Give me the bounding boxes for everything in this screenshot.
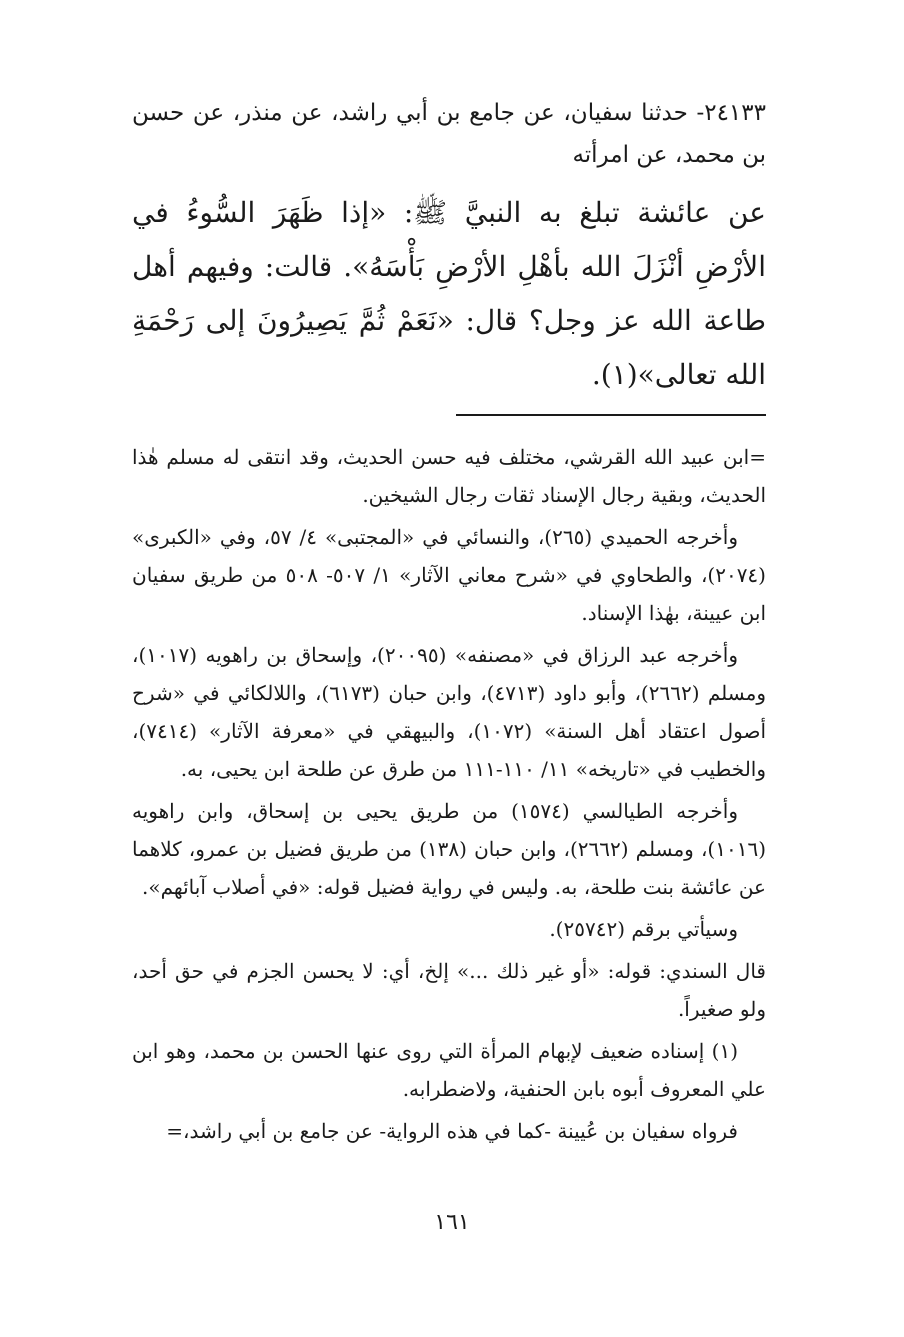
hadith-text: عن عائشة تبلغ به النبيَّ ﷺ: «إذا ظَهَرَ السُّوءُ في الأرْضِ أنْزَلَ الله بأهْلِ الأرْضِ بَأْسَهُ». قالت: وفيهم أهل طاعة الله عز وجل؟ قال: «نَعَمْ ثُمَّ يَصِيرُونَ إلى رَحْمَةِ الله تعالى»(١). [132, 196, 766, 391]
footnote-continuation: =ابن عبيد الله القرشي، مختلف فيه حسن الحديث، وقد انتقى له مسلم هٰذا الحديث، وبقية رجال الإسناد ثقات رجال الشيخين. [132, 445, 766, 507]
footnote-divider [456, 414, 766, 416]
footnote-paragraph: وسيأتي برقم (٢٥٧٤٢). [549, 917, 738, 941]
footnotes [132, 438, 766, 1150]
footnote-paragraph: وأخرجه عبد الرزاق في «مصنفه» (٢٠٠٩٥)، وإسحاق بن راهويه (١٠١٧)، ومسلم (٢٦٦٢)، وأبو داود (٤٧١٣)، وابن حبان (٦١٧٣)، واللالكائي في «شرح أصول اعتقاد أهل السنة» (١٠٧٢)، والبيهقي في «معرفة الآثار» (٧٤١٤)، والخطيب في «تاريخه» ١١/ ١١٠-١١١ من طرق عن طلحة ابن يحيى، به. [132, 643, 766, 781]
page-content [132, 92, 766, 1154]
page-number: ١٦١ [434, 1210, 470, 1235]
footnote-paragraph: فرواه سفيان بن عُيينة -كما في هذه الرواية- عن جامع بن أبي راشد،= [166, 1119, 738, 1143]
footnote-paragraph: وأخرجه الحميدي (٢٦٥)، والنسائي في «المجتبى» ٤/ ٥٧، وفي «الكبرى» (٢٠٧٤)، والطحاوي في «شرح معاني الآثار» ١/ ٥٠٧- ٥٠٨ من طريق سفيان ابن عيينة، بهٰذا الإسناد. [132, 525, 766, 625]
footnote-paragraph: وأخرجه الطيالسي (١٥٧٤) من طريق يحيى بن إسحاق، وابن راهويه (١٠١٦)، ومسلم (٢٦٦٢)، وابن حبان (١٣٨) من طريق فضيل بن عمرو، كلاهما عن عائشة بنت طلحة، به. وليس في رواية فضيل قوله: «في أصلاب آبائهم». [132, 799, 766, 899]
footnote-1: (١) إسناده ضعيف لإبهام المرأة التي روى عنها الحسن بن محمد، وهو ابن علي المعروف أبوه بابن الحنفية، ولاضطرابه. [132, 1039, 766, 1101]
hadith-header: ٢٤١٣٣- حدثنا سفيان، عن جامع بن أبي راشد، عن منذر، عن حسن بن محمد، عن امرأته [132, 100, 766, 168]
footnote-paragraph: قال السندي: قوله: «أو غير ذلك ...» إلخ، أي: لا يحسن الجزم في حق أحد، ولو صغيراً. [132, 959, 766, 1021]
